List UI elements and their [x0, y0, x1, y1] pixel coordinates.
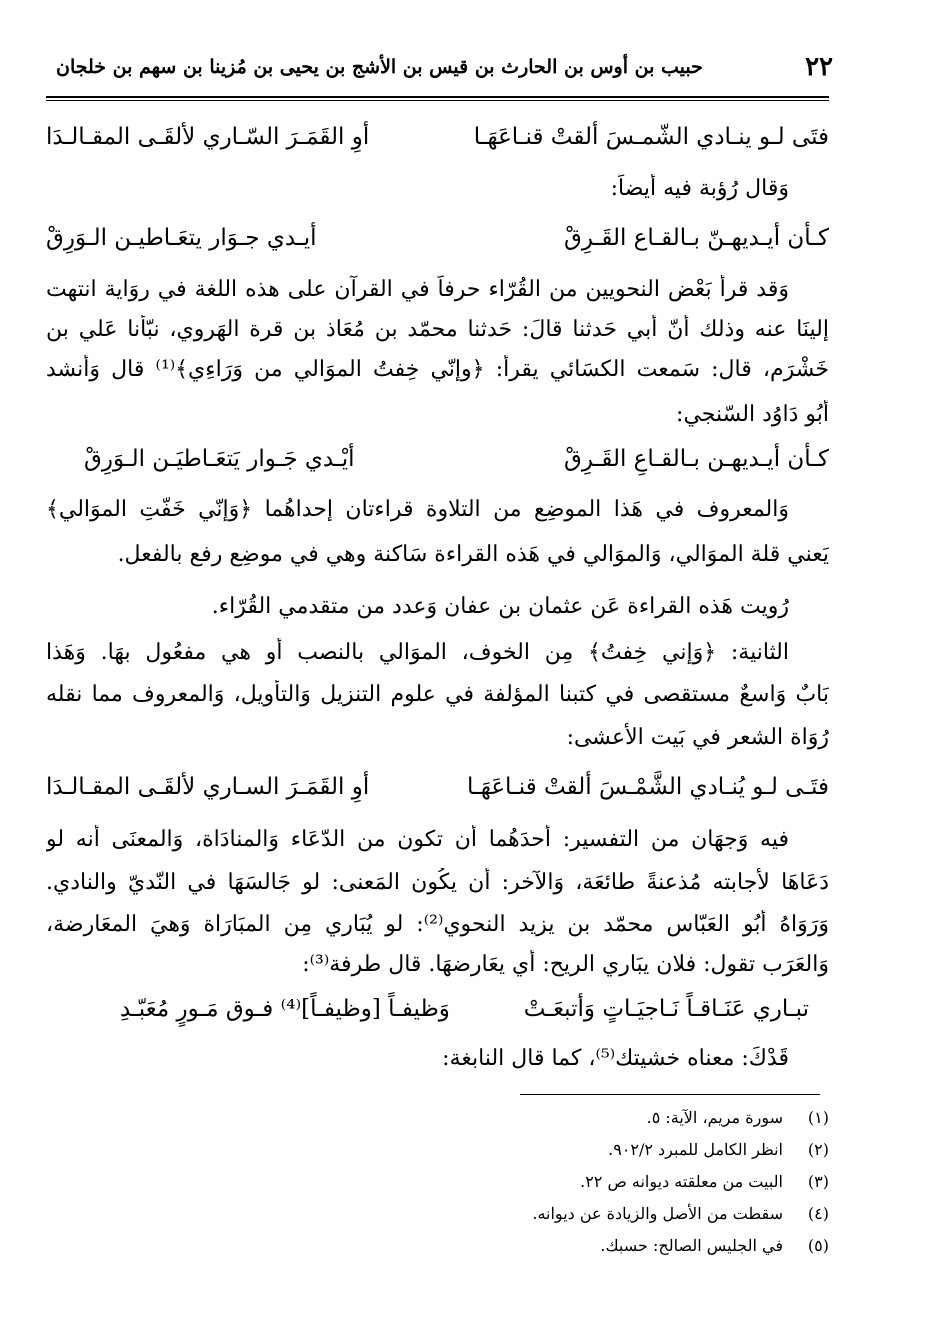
verse-3-first-hemistich: كـأن أيـديهـن بـالقـاعِ القَـرِقْ	[564, 446, 829, 472]
header-rule-thin	[46, 100, 829, 101]
running-header: حبيب بن أوس بن الحارث بن قيس بن الأشج بن يحيى بن مُزينا بن سهم بن خلجان	[56, 56, 703, 78]
verse-1-second-hemistich: أوِ القَمَـرَ السّـاري لألقَـى المقـالـدَا	[46, 124, 370, 150]
verse-2-first-hemistich: كـأن أيـديهـنّ بـالقـاع القَـرِقْ	[564, 225, 829, 251]
paragraph-line: أبُو دَاوُد السّنجي:	[676, 402, 829, 427]
footnote-text: انظر الكامل للمبرد ٩٠٢/٢.	[608, 1140, 783, 1159]
paragraph-line: يَعني قلة الموَالي، وَالموَالي في هَذه القراءة سَاكنة وهي في موضِع رفع بالفعل.	[117, 542, 829, 567]
verse-4	[46, 774, 829, 800]
verse-2-second-hemistich: أيـدي جـوَار يتعَـاطيـن الـوَرِقْ	[46, 225, 317, 251]
verse-5-second-hemistich: وَظيفـاً [وظيفـاً]⁽⁴⁾ فـوق مَـورٍ مُعَبّـدِ	[120, 996, 450, 1022]
verse-3	[84, 446, 829, 472]
paragraph-line: الثانية: ﴿وَإني خِفتُ﴾ مِن الخوف، الموَالي بالنصب أو هي مفعُول بهَا. وَهَذا	[46, 640, 789, 665]
footnote-number: (٤)	[807, 1204, 829, 1223]
footnote	[532, 1204, 829, 1223]
footnote-text: البيت من معلقته ديوانه ص ٢٢.	[580, 1172, 783, 1191]
paragraph-line: وَرَوَاهُ أبُو العَبّاس محمّد بن يزيد النحوي⁽²⁾: لو يُبَاري مِن المبَارَاة وَهيَ المعَارضة،	[46, 912, 829, 937]
verse-4-second-hemistich: أوِ القَمَـرَ السـاري لألقَـى المقـالـدَا	[46, 774, 370, 800]
paragraph-line: وَقد قرأ بَعْض النحويين من القُرّاء حرفاً في القرآن على هذه اللغة في روَاية انتهت	[46, 277, 789, 302]
body-line: وَقال رُؤبة فيه أيضاً:	[610, 176, 789, 201]
footnote-number: (١)	[807, 1108, 829, 1127]
body-line: قَدْكَ: معناه خشيتك⁽⁵⁾، كما قال النابغة:	[442, 1046, 789, 1071]
header-rule	[46, 96, 829, 98]
paragraph-line: خَشْرَم، قال: سَمعت الكسَائي يقرأ: ﴿وإنّي خِفتُ الموَالي من وَرَاءِي﴾⁽¹⁾ قال وَأنشد	[46, 357, 829, 382]
body-line: رُويت هَذه القراءة عَن عثمان بن عفان وَعدد من متقدمي القُرّاء.	[211, 594, 789, 619]
footnote-number: (٥)	[807, 1236, 829, 1255]
footnote-number: (٣)	[807, 1172, 829, 1191]
paragraph-line: بَابٌ وَاسعٌ مستقصى في كتبنا المؤلفة في علوم التنزيل وَالتأويل، وَالمعروف مما نقله	[46, 682, 829, 707]
footnote	[647, 1108, 829, 1127]
paragraph-line: رُوَاة الشعر في بَيت الأعشى:	[566, 725, 829, 750]
footnote-text: سقطت من الأصل والزيادة عن ديوانه.	[532, 1204, 783, 1223]
page-number: ٢٢	[805, 52, 833, 82]
footnote-number: (٢)	[807, 1140, 829, 1159]
paragraph-line: وَالعَرَب تقول: فلان يبَاري الريح: أي يعَارضهَا. قال طرفة⁽³⁾:	[302, 952, 829, 977]
footnote	[580, 1172, 829, 1191]
footnote-text: سورة مريم، الآية: ٥.	[646, 1108, 783, 1127]
paragraph-line: دَعَاهَا لأجابته مُذعنةً طائعَة، وَالآخر: أن يكُون المَعنى: لو جَالسَهَا في النّديّ والنادي.	[46, 870, 829, 895]
paragraph-line: وَالمعروف في هَذا الموضِع من التلاوة قراءتان إحداهُما ﴿وَإنّي خَفّتِ الموَالي﴾	[46, 497, 789, 522]
footnote	[608, 1140, 829, 1159]
verse-1	[46, 124, 829, 150]
verse-3-second-hemistich: أيْـدي جَـوار يَتعَـاطيَـن الـوَرِقْ	[84, 446, 355, 472]
footnote	[600, 1236, 829, 1255]
paragraph-line: فيه وَجهَان من التفسير: أحدَهُما أن تكون من الدّعَاء وَالمنادَاة، وَالمعنَى أنه لو	[46, 827, 789, 852]
verse-5-first-hemistich: تبـاري عَنَـاقـاً نَـاجيَـاتٍ وَأتبعَـتْ	[523, 996, 809, 1022]
verse-4-first-hemistich: فتَـى لـو يُنـادي الشَّمْـسَ ألقتْ قنـاعَهَـا	[466, 774, 829, 800]
verse-1-first-hemistich: فتَى لـو ينـادي الشّمـسَ ألقتْ قنـاعَهَـا	[473, 124, 829, 150]
verse-5	[120, 996, 809, 1022]
footnote-rule	[520, 1094, 820, 1095]
paragraph-line: إلينَا عنه وذلك أنّ أبي حَدثنا قالَ: حَدثنا محمّد بن مُعَاذ بن قرة الهَروي، نبّأنا عَلي بن	[46, 317, 829, 342]
footnote-text: في الجليس الصالح: حسبك.	[600, 1236, 783, 1255]
verse-2	[46, 225, 829, 251]
